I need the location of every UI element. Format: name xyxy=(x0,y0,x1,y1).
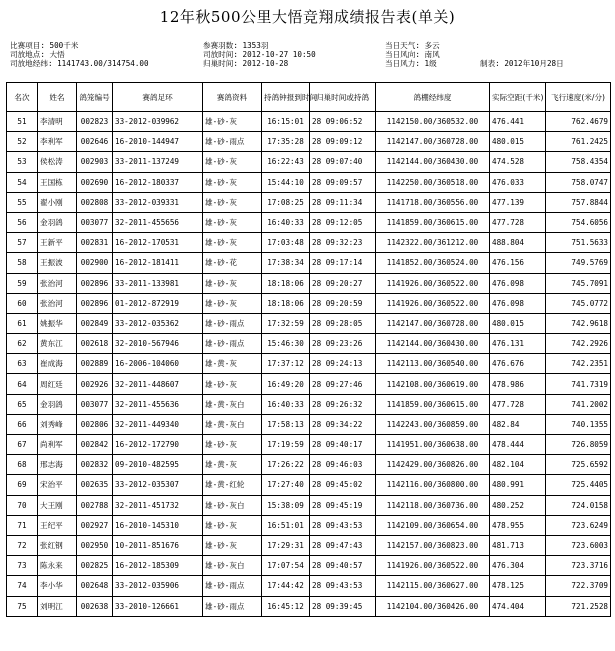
clock-time-cell: 18:18:06 xyxy=(262,273,310,293)
distance-cell: 480.252 xyxy=(490,495,546,515)
table-row xyxy=(7,172,611,192)
name-cell: 张治河 xyxy=(38,293,77,313)
speed-cell: 761.2425 xyxy=(546,132,611,152)
speed-cell: 749.5769 xyxy=(546,253,611,273)
loft-number-cell: 002690 xyxy=(77,172,113,192)
bird-info-cell: 雄-砂-灰 xyxy=(203,233,262,253)
return-time-cell: 28 09:40:17 xyxy=(310,435,376,455)
table-row xyxy=(7,394,611,414)
table-row xyxy=(7,515,611,535)
loft-coords-cell: 1142147.00/360728.00 xyxy=(376,132,490,152)
return-time-cell: 28 09:06:52 xyxy=(310,112,376,132)
distance-cell: 477.728 xyxy=(490,394,546,414)
distance-cell: 480.015 xyxy=(490,313,546,333)
clock-time-cell: 17:27:40 xyxy=(262,475,310,495)
name-cell: 金羽鸽 xyxy=(38,394,77,414)
return-time-cell: 28 09:26:32 xyxy=(310,394,376,414)
clock-time-cell: 17:44:42 xyxy=(262,576,310,596)
return-time-cell: 28 09:23:26 xyxy=(310,334,376,354)
return-time-cell: 28 09:32:23 xyxy=(310,233,376,253)
clock-time-cell: 17:26:22 xyxy=(262,455,310,475)
header-loft-number: 鸽笼编号 xyxy=(77,83,113,112)
bird-info-cell: 雄-砂-雨点 xyxy=(203,596,262,616)
ring-cell: 01-2012-872919 xyxy=(113,293,203,313)
report-title: 12年秋500公里大悟竞翔成绩报告表(单关) xyxy=(159,8,456,26)
loft-number-cell: 002831 xyxy=(77,233,113,253)
table-row xyxy=(7,576,611,596)
distance-cell: 482.84 xyxy=(490,414,546,434)
bird-info-cell: 雄-砂-灰 xyxy=(203,172,262,192)
clock-time-cell: 16:49:20 xyxy=(262,374,310,394)
table-row xyxy=(7,253,611,273)
return-time-cell: 28 09:43:53 xyxy=(310,576,376,596)
distance-cell: 480.991 xyxy=(490,475,546,495)
header-return-time: 归巢时间或持鸽 xyxy=(310,83,376,112)
loft-coords-cell: 1142113.00/360540.00 xyxy=(376,354,490,374)
ring-cell: 33-2012-035307 xyxy=(113,475,203,495)
ring-cell: 32-2011-449340 xyxy=(113,414,203,434)
table-row xyxy=(7,535,611,555)
return-time-cell: 28 09:09:57 xyxy=(310,172,376,192)
release-time: 司放时间: 2012-10-27 10:50 xyxy=(203,50,316,59)
ring-cell: 16-2012-172790 xyxy=(113,435,203,455)
clock-time-cell: 17:32:59 xyxy=(262,313,310,333)
loft-number-cell: 002926 xyxy=(77,374,113,394)
speed-cell: 758.4354 xyxy=(546,152,611,172)
table-header-row xyxy=(7,83,611,112)
table-row xyxy=(7,435,611,455)
loft-coords-cell: 1141852.00/360524.00 xyxy=(376,253,490,273)
distance-cell: 482.104 xyxy=(490,455,546,475)
clock-time-cell: 15:46:30 xyxy=(262,334,310,354)
loft-coords-cell: 1142104.00/360426.00 xyxy=(376,596,490,616)
loft-coords-cell: 1142144.00/360430.00 xyxy=(376,152,490,172)
name-cell: 邢志海 xyxy=(38,455,77,475)
wind-direction: 当日风向: 南风 xyxy=(385,50,440,59)
loft-coords-cell: 1141926.00/360522.00 xyxy=(376,556,490,576)
return-time-cell: 28 09:34:22 xyxy=(310,414,376,434)
loft-coords-cell: 1141951.00/360638.00 xyxy=(376,435,490,455)
table-row xyxy=(7,273,611,293)
bird-info-cell: 雄-砂-灰 xyxy=(203,374,262,394)
speed-cell: 757.8844 xyxy=(546,192,611,212)
bird-info-cell: 雄-砂-灰 xyxy=(203,212,262,232)
speed-cell: 723.6249 xyxy=(546,515,611,535)
speed-cell: 724.0158 xyxy=(546,495,611,515)
distance-cell: 476.156 xyxy=(490,253,546,273)
ring-cell: 33-2012-039962 xyxy=(113,112,203,132)
table-row xyxy=(7,212,611,232)
loft-coords-cell: 1142322.00/361212.00 xyxy=(376,233,490,253)
ring-cell: 32-2011-448607 xyxy=(113,374,203,394)
loft-number-cell: 002825 xyxy=(77,556,113,576)
distance-cell: 477.728 xyxy=(490,212,546,232)
bird-info-cell: 雄-砂-灰 xyxy=(203,192,262,212)
table-row xyxy=(7,192,611,212)
rank-cell: 66 xyxy=(7,414,38,434)
return-time-cell: 28 09:27:46 xyxy=(310,374,376,394)
clock-time-cell: 17:08:25 xyxy=(262,192,310,212)
speed-cell: 723.6003 xyxy=(546,535,611,555)
ring-cell: 32-2011-451732 xyxy=(113,495,203,515)
loft-coords-cell: 1142429.00/360826.00 xyxy=(376,455,490,475)
rank-cell: 52 xyxy=(7,132,38,152)
ring-cell: 16-2012-185309 xyxy=(113,556,203,576)
distance-cell: 476.676 xyxy=(490,354,546,374)
race-project: 比赛项目: 500千米 xyxy=(10,41,79,50)
bird-info-cell: 雄-砂-灰 xyxy=(203,535,262,555)
loft-number-cell: 002842 xyxy=(77,435,113,455)
return-time-cell: 28 09:47:43 xyxy=(310,535,376,555)
speed-cell: 721.2528 xyxy=(546,596,611,616)
speed-cell: 745.7091 xyxy=(546,273,611,293)
clock-time-cell: 15:44:10 xyxy=(262,172,310,192)
loft-number-cell: 003077 xyxy=(77,212,113,232)
bird-info-cell: 雄-砂-雨点 xyxy=(203,313,262,333)
bird-info-cell: 雄-砂-灰 xyxy=(203,293,262,313)
loft-number-cell: 002808 xyxy=(77,192,113,212)
loft-coords-cell: 1142115.00/360627.00 xyxy=(376,576,490,596)
rank-cell: 69 xyxy=(7,475,38,495)
loft-number-cell: 002806 xyxy=(77,414,113,434)
name-cell: 李小华 xyxy=(38,576,77,596)
rank-cell: 59 xyxy=(7,273,38,293)
return-time-cell: 28 09:45:19 xyxy=(310,495,376,515)
loft-number-cell: 002635 xyxy=(77,475,113,495)
return-time-cell: 28 09:09:12 xyxy=(310,132,376,152)
ring-cell: 33-2010-126661 xyxy=(113,596,203,616)
speed-cell: 751.5633 xyxy=(546,233,611,253)
loft-number-cell: 002646 xyxy=(77,132,113,152)
loft-number-cell: 002648 xyxy=(77,576,113,596)
clock-time-cell: 17:19:59 xyxy=(262,435,310,455)
weather: 当日天气: 多云 xyxy=(385,41,440,50)
loft-coords-cell: 1142147.00/360728.00 xyxy=(376,313,490,333)
rank-cell: 71 xyxy=(7,515,38,535)
speed-cell: 745.0772 xyxy=(546,293,611,313)
speed-cell: 742.9618 xyxy=(546,313,611,333)
header-ring: 赛鸽足环 xyxy=(113,83,203,112)
table-row xyxy=(7,414,611,434)
loft-number-cell: 002618 xyxy=(77,334,113,354)
clock-time-cell: 16:40:33 xyxy=(262,212,310,232)
name-cell: 张治河 xyxy=(38,273,77,293)
clock-time-cell: 16:45:12 xyxy=(262,596,310,616)
return-time-cell: 28 09:20:27 xyxy=(310,273,376,293)
distance-cell: 478.125 xyxy=(490,576,546,596)
loft-coords-cell: 1141859.00/360615.00 xyxy=(376,212,490,232)
header-name: 姓名 xyxy=(38,83,77,112)
header-clock-time: 持鸽钟报到时间 xyxy=(262,83,310,112)
speed-cell: 742.2351 xyxy=(546,354,611,374)
table-row xyxy=(7,475,611,495)
rank-cell: 74 xyxy=(7,576,38,596)
clock-time-cell: 17:37:12 xyxy=(262,354,310,374)
speed-cell: 725.4405 xyxy=(546,475,611,495)
ring-cell: 32-2011-455656 xyxy=(113,212,203,232)
clock-time-cell: 17:29:31 xyxy=(262,535,310,555)
return-time-cell: 28 09:46:03 xyxy=(310,455,376,475)
name-cell: 张红钢 xyxy=(38,535,77,555)
bird-info-cell: 雄-黄-灰白 xyxy=(203,394,262,414)
distance-cell: 488.804 xyxy=(490,233,546,253)
loft-coords-cell: 1142150.00/360532.00 xyxy=(376,112,490,132)
speed-cell: 741.7319 xyxy=(546,374,611,394)
rank-cell: 72 xyxy=(7,535,38,555)
speed-cell: 726.8059 xyxy=(546,435,611,455)
table-row xyxy=(7,233,611,253)
results-table xyxy=(6,82,611,617)
bird-info-cell: 雄-砂-花 xyxy=(203,253,262,273)
ring-cell: 16-2012-170531 xyxy=(113,233,203,253)
distance-cell: 478.986 xyxy=(490,374,546,394)
table-row xyxy=(7,374,611,394)
rank-cell: 56 xyxy=(7,212,38,232)
header-distance: 实际空距(千米) xyxy=(490,83,546,112)
bird-info-cell: 雄-砂-灰白 xyxy=(203,556,262,576)
clock-time-cell: 16:15:01 xyxy=(262,112,310,132)
clock-time-cell: 17:07:54 xyxy=(262,556,310,576)
bird-info-cell: 雄-砂-灰 xyxy=(203,152,262,172)
name-cell: 刘明江 xyxy=(38,596,77,616)
return-time-cell: 28 09:12:05 xyxy=(310,212,376,232)
name-cell: 王纪平 xyxy=(38,515,77,535)
speed-cell: 758.0747 xyxy=(546,172,611,192)
table-row xyxy=(7,313,611,333)
rank-cell: 67 xyxy=(7,435,38,455)
distance-cell: 476.441 xyxy=(490,112,546,132)
name-cell: 宋治平 xyxy=(38,475,77,495)
rank-cell: 75 xyxy=(7,596,38,616)
loft-number-cell: 002823 xyxy=(77,112,113,132)
ring-cell: 09-2010-482595 xyxy=(113,455,203,475)
distance-cell: 478.955 xyxy=(490,515,546,535)
distance-cell: 476.131 xyxy=(490,334,546,354)
loft-coords-cell: 1142108.00/360619.00 xyxy=(376,374,490,394)
speed-cell: 754.6056 xyxy=(546,212,611,232)
loft-number-cell: 002832 xyxy=(77,455,113,475)
loft-number-cell: 002900 xyxy=(77,253,113,273)
table-row xyxy=(7,293,611,313)
table-row xyxy=(7,596,611,616)
distance-cell: 478.444 xyxy=(490,435,546,455)
bird-info-cell: 雄-砂-灰 xyxy=(203,515,262,535)
table-row xyxy=(7,495,611,515)
bird-info-cell: 雄-黄-红轮 xyxy=(203,475,262,495)
loft-coords-cell: 1142157.00/360823.00 xyxy=(376,535,490,555)
loft-coords-cell: 1141926.00/360522.00 xyxy=(376,273,490,293)
return-time-cell: 28 09:28:05 xyxy=(310,313,376,333)
distance-cell: 477.139 xyxy=(490,192,546,212)
ring-cell: 16-2012-181411 xyxy=(113,253,203,273)
loft-number-cell: 002638 xyxy=(77,596,113,616)
loft-number-cell: 002896 xyxy=(77,293,113,313)
name-cell: 王新平 xyxy=(38,233,77,253)
distance-cell: 476.304 xyxy=(490,556,546,576)
speed-cell: 741.2002 xyxy=(546,394,611,414)
speed-cell: 742.2926 xyxy=(546,334,611,354)
loft-number-cell: 002896 xyxy=(77,273,113,293)
name-cell: 侯松涛 xyxy=(38,152,77,172)
table-row xyxy=(7,455,611,475)
ring-cell: 33-2012-039331 xyxy=(113,192,203,212)
distance-cell: 481.713 xyxy=(490,535,546,555)
ring-cell: 33-2012-035362 xyxy=(113,313,203,333)
loft-number-cell: 003077 xyxy=(77,394,113,414)
return-time-cell: 28 09:39:45 xyxy=(310,596,376,616)
loft-coords-cell: 1142118.00/360736.00 xyxy=(376,495,490,515)
bird-info-cell: 雄-砂-灰 xyxy=(203,273,262,293)
release-coords: 司放地经纬: 1141743.00/314754.00 xyxy=(10,59,149,68)
name-cell: 崔成海 xyxy=(38,354,77,374)
clock-time-cell: 17:58:13 xyxy=(262,414,310,434)
distance-cell: 474.528 xyxy=(490,152,546,172)
loft-coords-cell: 1142250.00/360518.00 xyxy=(376,172,490,192)
table-row xyxy=(7,132,611,152)
rank-cell: 57 xyxy=(7,233,38,253)
rank-cell: 70 xyxy=(7,495,38,515)
ring-cell: 32-2010-567946 xyxy=(113,334,203,354)
loft-coords-cell: 1141718.00/360556.00 xyxy=(376,192,490,212)
loft-coords-cell: 1142144.00/360430.00 xyxy=(376,334,490,354)
name-cell: 黄东江 xyxy=(38,334,77,354)
speed-cell: 762.4679 xyxy=(546,112,611,132)
return-time-cell: 28 09:07:40 xyxy=(310,152,376,172)
ring-cell: 33-2011-137249 xyxy=(113,152,203,172)
loft-number-cell: 002889 xyxy=(77,354,113,374)
made-date: 制表: 2012年10月28日 xyxy=(480,59,564,68)
bird-info-cell: 雄-黄-灰 xyxy=(203,354,262,374)
rank-cell: 53 xyxy=(7,152,38,172)
bird-info-cell: 雄-砂-雨点 xyxy=(203,132,262,152)
table-row xyxy=(7,354,611,374)
ring-cell: 16-2010-144947 xyxy=(113,132,203,152)
distance-cell: 476.033 xyxy=(490,172,546,192)
bird-info-cell: 雄-砂-灰 xyxy=(203,435,262,455)
ring-cell: 16-2010-145310 xyxy=(113,515,203,535)
loft-coords-cell: 1141926.00/360522.00 xyxy=(376,293,490,313)
loft-number-cell: 002927 xyxy=(77,515,113,535)
ring-cell: 16-2012-180337 xyxy=(113,172,203,192)
header-rank: 名次 xyxy=(7,83,38,112)
rank-cell: 62 xyxy=(7,334,38,354)
clock-time-cell: 17:35:28 xyxy=(262,132,310,152)
loft-number-cell: 002788 xyxy=(77,495,113,515)
loft-number-cell: 002950 xyxy=(77,535,113,555)
rank-cell: 63 xyxy=(7,354,38,374)
table-row xyxy=(7,334,611,354)
entry-count: 参赛羽数: 1353羽 xyxy=(203,41,269,50)
table-row xyxy=(7,112,611,132)
distance-cell: 476.098 xyxy=(490,273,546,293)
name-cell: 翟小刚 xyxy=(38,192,77,212)
return-time-cell: 28 09:40:57 xyxy=(310,556,376,576)
name-cell: 陈永来 xyxy=(38,556,77,576)
clock-time-cell: 15:38:09 xyxy=(262,495,310,515)
ring-cell: 16-2006-104060 xyxy=(113,354,203,374)
bird-info-cell: 雄-砂-雨点 xyxy=(203,334,262,354)
name-cell: 李清明 xyxy=(38,112,77,132)
loft-number-cell: 002903 xyxy=(77,152,113,172)
ring-cell: 33-2011-133981 xyxy=(113,273,203,293)
rank-cell: 73 xyxy=(7,556,38,576)
bird-info-cell: 雄-黄-灰白 xyxy=(203,414,262,434)
loft-coords-cell: 1142116.00/360800.00 xyxy=(376,475,490,495)
rank-cell: 68 xyxy=(7,455,38,475)
header-loft-coords: 鸽棚经纬度 xyxy=(376,83,490,112)
loft-coords-cell: 1141859.00/360615.00 xyxy=(376,394,490,414)
return-time-cell: 28 09:43:53 xyxy=(310,515,376,535)
rank-cell: 60 xyxy=(7,293,38,313)
rank-cell: 65 xyxy=(7,394,38,414)
bird-info-cell: 雄-砂-灰白 xyxy=(203,495,262,515)
bird-info-cell: 雄-砂-雨点 xyxy=(203,576,262,596)
wind-force: 当日风力: 1级 xyxy=(385,59,437,68)
speed-cell: 723.3716 xyxy=(546,556,611,576)
name-cell: 金羽鸽 xyxy=(38,212,77,232)
return-time-cell: 28 09:11:34 xyxy=(310,192,376,212)
header-bird-info: 赛鸽资料 xyxy=(203,83,262,112)
bird-info-cell: 雄-砂-灰 xyxy=(203,112,262,132)
rank-cell: 51 xyxy=(7,112,38,132)
clock-time-cell: 16:22:43 xyxy=(262,152,310,172)
ring-cell: 32-2011-455636 xyxy=(113,394,203,414)
distance-cell: 474.404 xyxy=(490,596,546,616)
clock-time-cell: 16:40:33 xyxy=(262,394,310,414)
loft-coords-cell: 1142243.00/360859.00 xyxy=(376,414,490,434)
clock-time-cell: 16:51:01 xyxy=(262,515,310,535)
loft-coords-cell: 1142109.00/360654.00 xyxy=(376,515,490,535)
name-cell: 大王刚 xyxy=(38,495,77,515)
clock-time-cell: 17:38:34 xyxy=(262,253,310,273)
return-time-cell: 28 09:24:13 xyxy=(310,354,376,374)
name-cell: 王振波 xyxy=(38,253,77,273)
table-row xyxy=(7,556,611,576)
loft-number-cell: 002849 xyxy=(77,313,113,333)
name-cell: 刘秀峰 xyxy=(38,414,77,434)
bird-info-cell: 雄-黄-灰 xyxy=(203,455,262,475)
distance-cell: 480.015 xyxy=(490,132,546,152)
ring-cell: 10-2011-851676 xyxy=(113,535,203,555)
ring-cell: 33-2012-035906 xyxy=(113,576,203,596)
rank-cell: 55 xyxy=(7,192,38,212)
rank-cell: 58 xyxy=(7,253,38,273)
speed-cell: 725.6592 xyxy=(546,455,611,475)
name-cell: 尚利军 xyxy=(38,435,77,455)
return-time-cell: 28 09:20:59 xyxy=(310,293,376,313)
release-place: 司放地点: 大悟 xyxy=(10,50,65,59)
return-time: 归巢时间: 2012-10-28 xyxy=(203,59,289,68)
name-cell: 李利军 xyxy=(38,132,77,152)
header-speed: 飞行速度(米/分) xyxy=(546,83,611,112)
clock-time-cell: 17:03:48 xyxy=(262,233,310,253)
distance-cell: 476.098 xyxy=(490,293,546,313)
rank-cell: 54 xyxy=(7,172,38,192)
table-row xyxy=(7,152,611,172)
name-cell: 王国栋 xyxy=(38,172,77,192)
speed-cell: 722.3709 xyxy=(546,576,611,596)
name-cell: 姚振华 xyxy=(38,313,77,333)
return-time-cell: 28 09:17:14 xyxy=(310,253,376,273)
return-time-cell: 28 09:45:02 xyxy=(310,475,376,495)
name-cell: 周红廷 xyxy=(38,374,77,394)
speed-cell: 740.1355 xyxy=(546,414,611,434)
clock-time-cell: 18:18:06 xyxy=(262,293,310,313)
rank-cell: 61 xyxy=(7,313,38,333)
rank-cell: 64 xyxy=(7,374,38,394)
